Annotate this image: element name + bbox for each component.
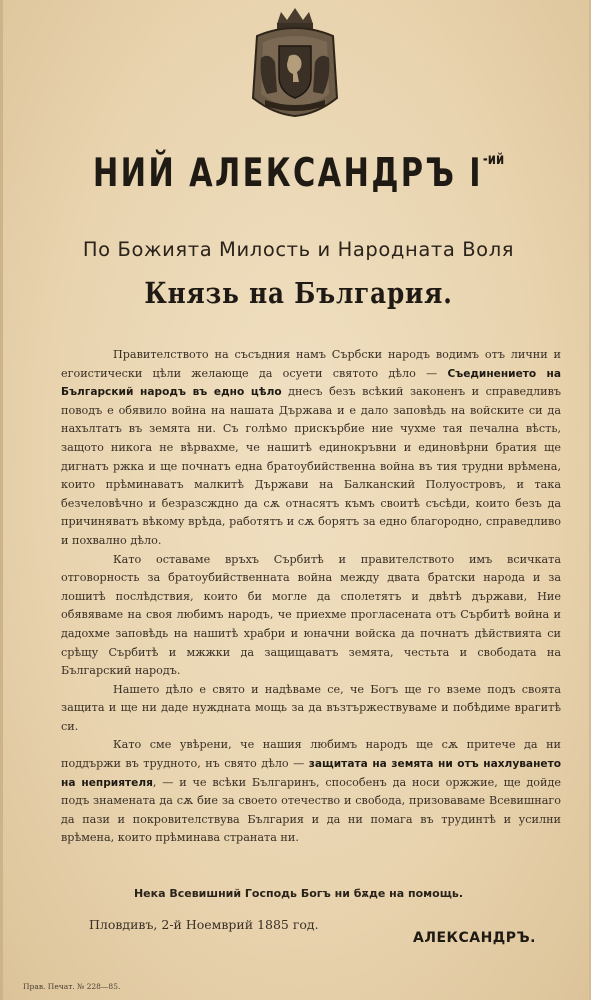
paragraph-3 xyxy=(61,681,561,737)
paragraph-text: Нашето дѣло е свято и надѣваме се, че Богъ ще го вземе подъ своята защита и ще ни даде нуждната мощь за да възтържествуваме и побѣдиме врагитѣ си. xyxy=(61,682,561,733)
emphasis-defense: защитата на земята ни отъ нахлуването на неприятеля xyxy=(61,758,561,789)
divine-grace-line: По Божията Милость и Народната Воля xyxy=(82,238,515,261)
paragraph-4 xyxy=(61,736,561,848)
emphasis-unification: Съединението на Българский народъ въ едно цѣло xyxy=(61,367,562,399)
proclamation-body xyxy=(61,346,561,848)
paragraph-1 xyxy=(61,346,561,551)
paragraph-text: Като сме увѣрени, че нашия любимъ народъ ще сѫ притече да ни поддържи въ трудното, нъ свято дѣло — xyxy=(61,738,561,771)
place-and-date: Пловдивъ, 2-й Ноемврий 1885 год. xyxy=(89,917,319,932)
monarch-name-suffix: -ий xyxy=(482,150,505,168)
paragraph-text: , — и че всѣки Българинъ, способенъ да носи оржжие, ще дойде подъ знамената да сѫ бие за своето отечество и свобода, призоваваме Всевишнаго да пази и покровителствува България и да ни помага въ трудинтѣ и усилни врѣмена, които прѣминава страната ни. xyxy=(61,775,561,845)
prince-title: Князь на България. xyxy=(144,276,453,310)
monarch-name: НИЙ АЛЕКСАНДРЪ I xyxy=(92,151,483,196)
paragraph-text: днесъ безъ всѣкий законенъ и справедливъ поводъ е обявило война на нашата Държава и е дало заповѣдь на войските си да нахълтатъ въ земята ни. Съ голѣмо прискърбие ние чухме тая печална вѣсть, защото никога не вѣрвахме, че нашитѣ единокръвни и единовѣрни братия ще дигнатъ ржка и ще почнатъ една братоубийственна война въ тия трудни врѣмена, които прѣминаватъ малкитѣ Държави на Балканский Полуостровъ, и така безчеловѣчно и безразсждно да сѫ отнасятъ къмъ своитѣ съсѣди, които безъ да причиняватъ вѣкому врѣда, работятъ и сѫ борятъ за едно благородно, справедливо и похвално дѣло. xyxy=(61,385,561,547)
printer-imprint: Прав. Печат. № 228—85. xyxy=(23,982,121,991)
paragraph-text: Правителството на съсъдния намъ Сърбски народъ водимъ отъ лични и егоистически цѣли желающе да осуети святото дѣло — xyxy=(61,348,561,380)
coat-of-arms-emblem xyxy=(247,6,343,118)
signature: АЛЕКСАНДРЪ. xyxy=(413,930,536,946)
closing-prayer: Нека Всевишний Господь Богъ ни бѫде на помощь. xyxy=(133,887,464,900)
paragraph-2 xyxy=(61,551,561,681)
paragraph-text: Като оставаме връхъ Сърбитѣ и правителството имъ всичката отговорность за братоубийственната война между двата братски народа и за лошитѣ послѣдствия, които би могле да сполетятъ и двѣтѣ държави, Ние обявяваме на своя любимъ народъ, че приехме прогласената отъ Сърбитѣ война и дадохме заповѣдь на нашитѣ храбри и юначни войска да почнатъ дѣйствията си срѣщу Сърбитѣ и мжжки да защищаватъ земята, честьта и свободата на Българский народъ. xyxy=(61,552,561,678)
monarch-name-heading xyxy=(68,150,529,196)
